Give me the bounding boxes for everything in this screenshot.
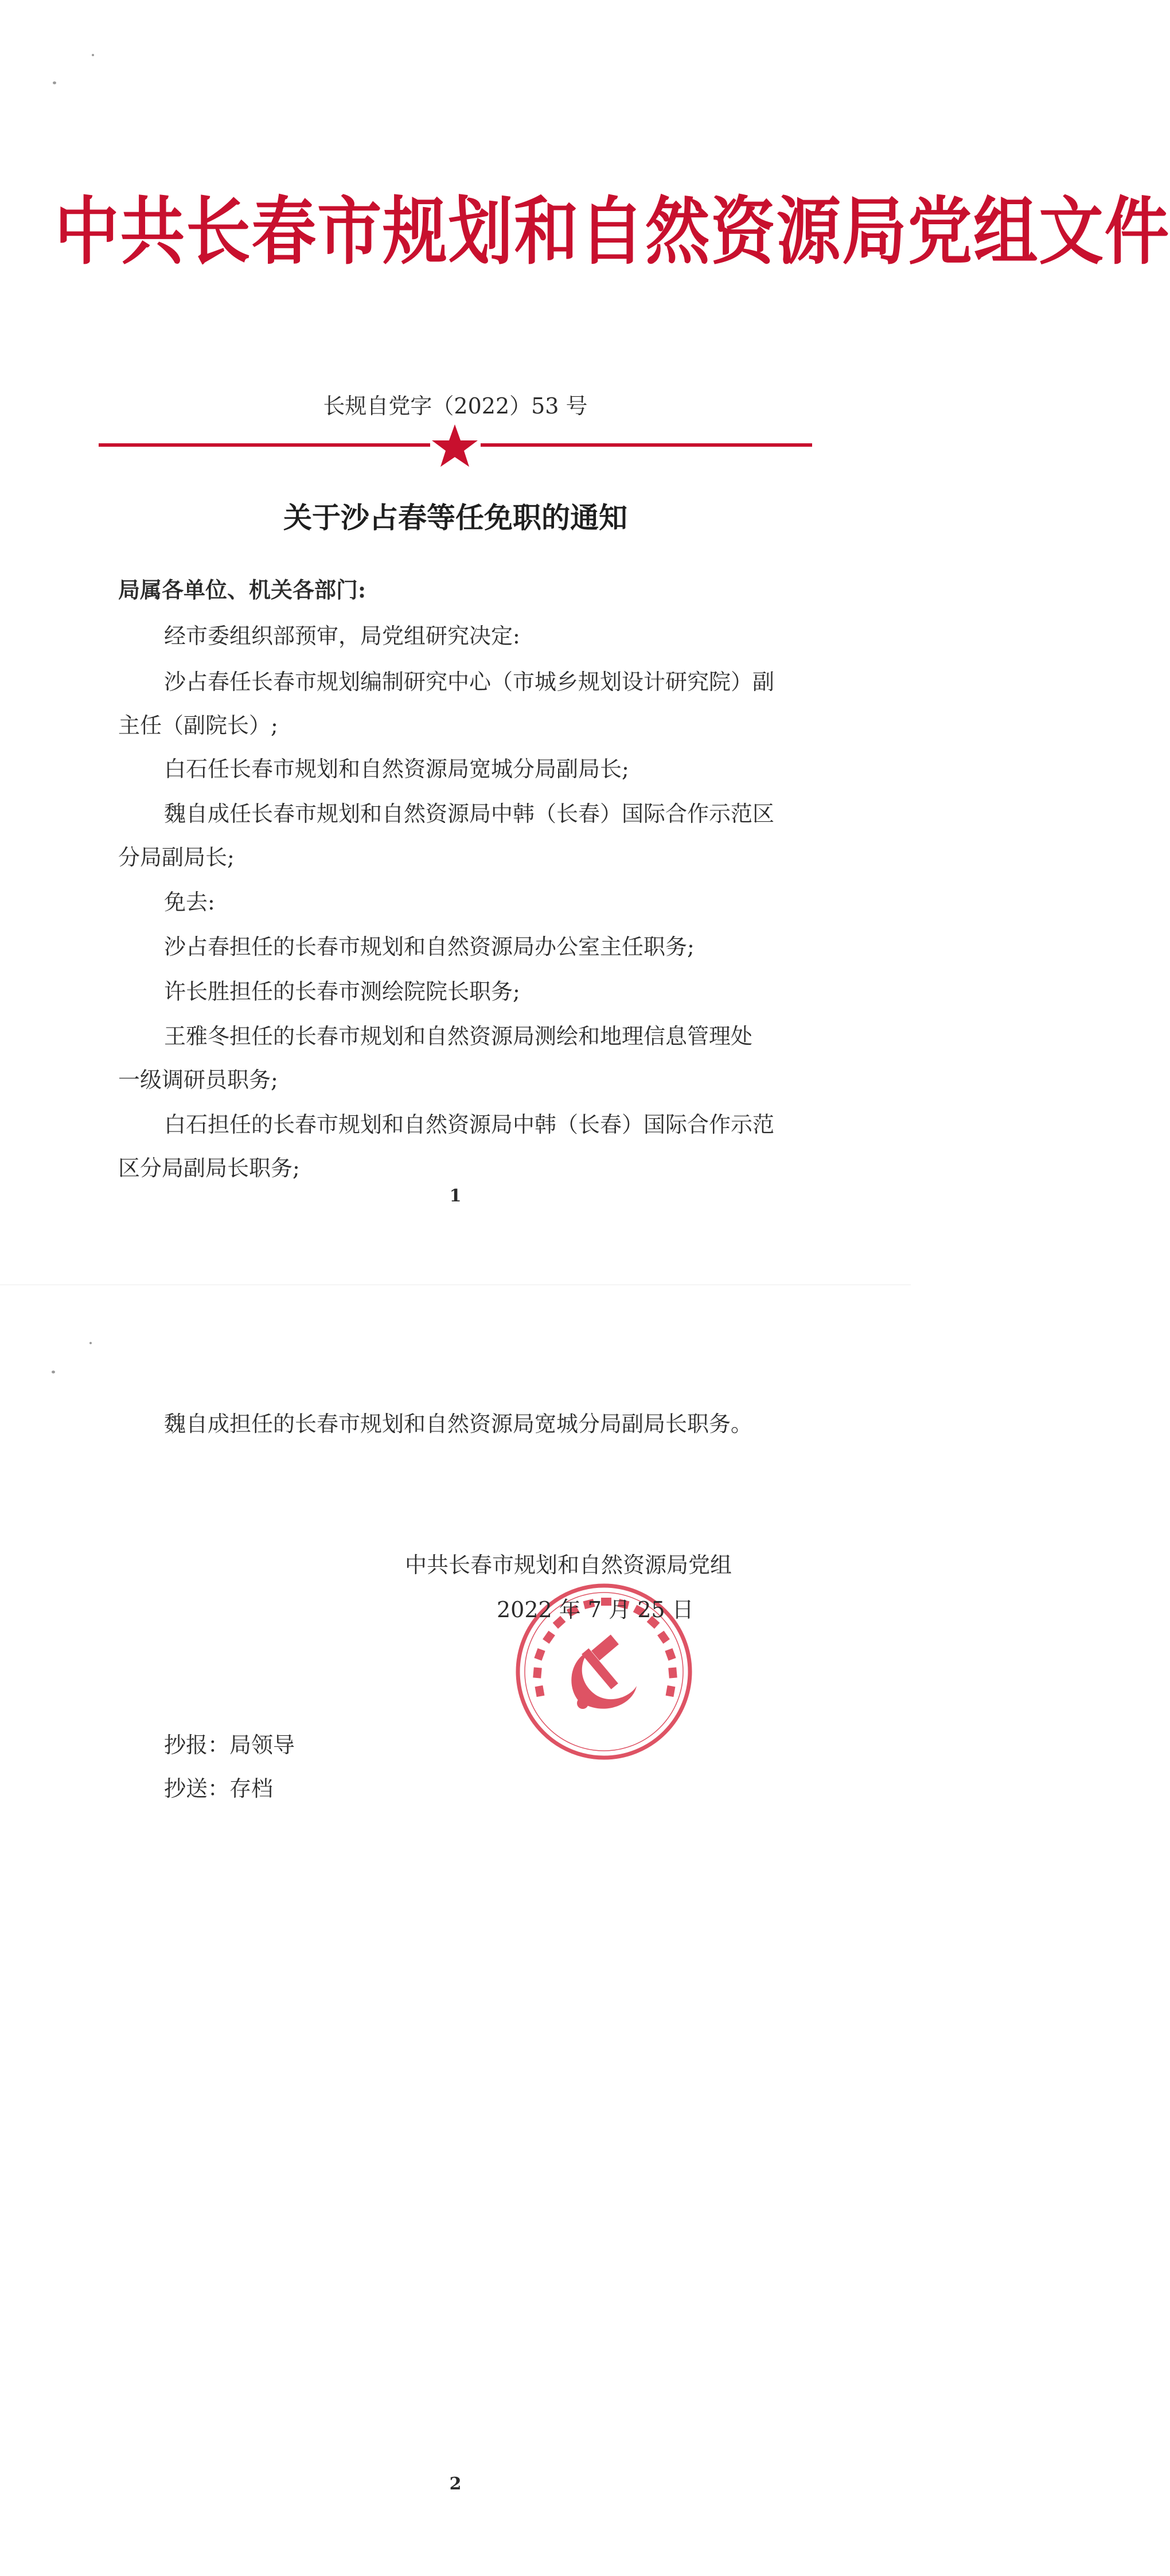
page-number: 2 bbox=[449, 2474, 462, 2494]
header-divider-right bbox=[481, 443, 812, 447]
scan-speck bbox=[53, 81, 56, 84]
paragraph: 主任（副院长）; bbox=[118, 713, 278, 738]
page-number: 1 bbox=[449, 1186, 462, 1206]
paragraph: 沙占春任长春市规划编制研究中心（市城乡规划设计研究院）副 bbox=[164, 669, 775, 694]
star-icon bbox=[429, 421, 481, 468]
header-divider-left bbox=[99, 443, 430, 447]
paragraph: 魏自成任长春市规划和自然资源局中韩（长春）国际合作示范区 bbox=[164, 801, 775, 826]
paragraph: 免去: bbox=[164, 889, 215, 915]
page-2 bbox=[0, 1296, 911, 2576]
document-number: 长规自党字（2022）53 号 bbox=[323, 393, 588, 419]
paragraph: 王雅冬担任的长春市规划和自然资源局测绘和地理信息管理处 bbox=[164, 1024, 753, 1049]
page-1 bbox=[0, 0, 1170, 1285]
scan-speck bbox=[92, 54, 94, 56]
signature-date: 2022 年 7 月 25 日 bbox=[497, 1597, 694, 1622]
paragraph: 经市委组织部预审，局党组研究决定: bbox=[164, 623, 520, 649]
paragraph: 分局副局长; bbox=[118, 845, 235, 870]
paragraph: 许长胜担任的长春市测绘院院长职务; bbox=[164, 979, 520, 1004]
scan-speck bbox=[89, 1342, 92, 1344]
cc-report: 抄报：局领导 bbox=[164, 1732, 295, 1758]
notice-title: 关于沙占春等任免职的通知 bbox=[283, 501, 627, 534]
signature-organization: 中共长春市规划和自然资源局党组 bbox=[405, 1552, 732, 1578]
cc-send: 抄送：存档 bbox=[164, 1776, 274, 1801]
paragraph: 白石任长春市规划和自然资源局宽城分局副局长; bbox=[164, 756, 629, 782]
page-break bbox=[0, 1285, 911, 1297]
paragraph: 区分局副局长职务; bbox=[118, 1156, 300, 1181]
paragraph: 沙占春担任的长春市规划和自然资源局办公室主任职务; bbox=[164, 934, 695, 959]
paragraph: 一级调研员职务; bbox=[118, 1067, 278, 1092]
salutation: 局属各单位、机关各部门: bbox=[118, 577, 366, 603]
document-header-title: 中共长春市规划和自然资源局党组文件 bbox=[54, 189, 1170, 275]
scan-speck bbox=[52, 1371, 55, 1373]
paragraph: 魏自成担任的长春市规划和自然资源局宽城分局副局长职务。 bbox=[164, 1411, 753, 1437]
paragraph: 白石担任的长春市规划和自然资源局中韩（长春）国际合作示范 bbox=[164, 1112, 775, 1137]
